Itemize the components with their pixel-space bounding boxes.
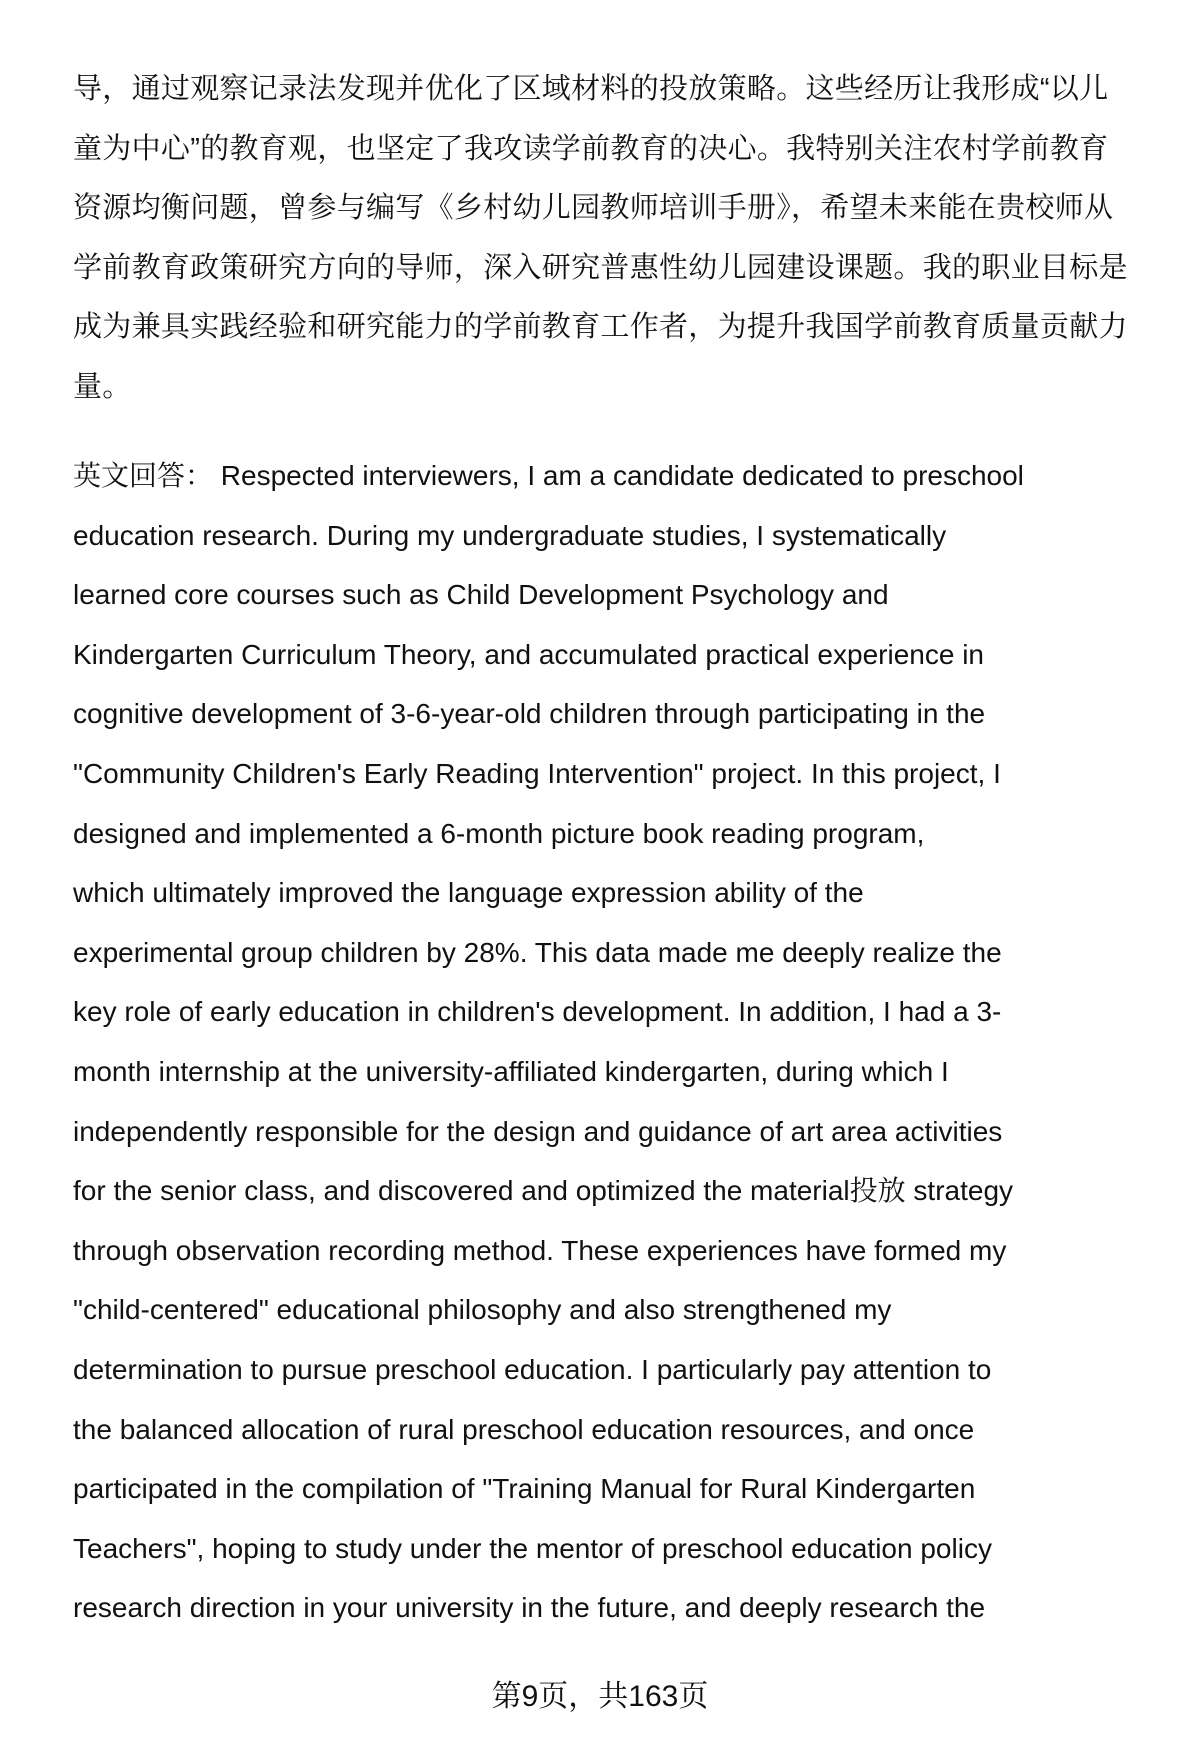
english-answer-line: research direction in your university in the future, and deeply research the [73, 1592, 986, 1624]
english-answer-line: "child-centered" educational philosophy and also strengthened my [73, 1294, 892, 1326]
chinese-answer-line: 量。 [73, 371, 132, 403]
chinese-answer-line: 资源均衡问题，曾参与编写《乡村幼儿园教师培训手册》，希望未来能在贵校师从 [73, 192, 1114, 225]
page-number: 第9页，共163页 [491, 1680, 709, 1713]
english-answer-line: experimental group children by 28%. This data made me deeply realize the [73, 936, 1002, 968]
english-answer-line: learned core courses such as Child Development Psychology and [73, 579, 889, 611]
english-answer-line: for the senior class, and discovered and optimized the material投放 strategy [73, 1175, 1014, 1207]
english-answer-line: Kindergarten Curriculum Theory, and accumulated practical experience in [73, 638, 984, 670]
english-answer-line: Teachers", hoping to study under the mentor of preschool education policy [73, 1532, 992, 1564]
english-answer-line: cognitive development of 3-6-year-old children through participating in the [73, 698, 986, 730]
english-answer-line: through observation recording method. These experiences have formed my [73, 1234, 1007, 1266]
english-answer-line: 英文回答： Respected interviewers, I am a candidate dedicated to preschool [73, 460, 1024, 491]
english-answer-line: key role of early education in children's development. In addition, I had a 3- [73, 996, 1002, 1028]
english-answer-line: which ultimately improved the language expression ability of the [73, 877, 864, 909]
english-answer-line: participated in the compilation of "Training Manual for Rural Kindergarten [73, 1473, 976, 1505]
english-answer-line: independently responsible for the design and guidance of art area activities [73, 1115, 1003, 1147]
english-answer-line: determination to pursue preschool education. I particularly pay attention to [73, 1354, 992, 1385]
english-answer-line: education research. During my undergraduate studies, I systematically [73, 519, 947, 551]
english-answer-line: month internship at the university-affiliated kindergarten, during which I [73, 1056, 949, 1087]
chinese-answer-line: 童为中心”的教育观，也坚定了我攻读学前教育的决心。我特别关注农村学前教育 [73, 132, 1109, 165]
english-answer-line: "Community Children's Early Reading Intervention" project. In this project, I [73, 758, 1001, 789]
chinese-answer-line: 导，通过观察记录法发现并优化了区域材料的投放策略。这些经历让我形成“以儿 [73, 73, 1109, 105]
chinese-answer-line: 成为兼具实践经验和研究能力的学前教育工作者，为提升我国学前教育质量贡献力 [73, 311, 1128, 344]
chinese-answer-line: 学前教育政策研究方向的导师，深入研究普惠性幼儿园建设课题。我的职业目标是 [73, 251, 1128, 284]
english-answer-line: the balanced allocation of rural preschool education resources, and once [73, 1413, 975, 1445]
english-answer-line: designed and implemented a 6-month picture book reading program, [73, 817, 925, 849]
